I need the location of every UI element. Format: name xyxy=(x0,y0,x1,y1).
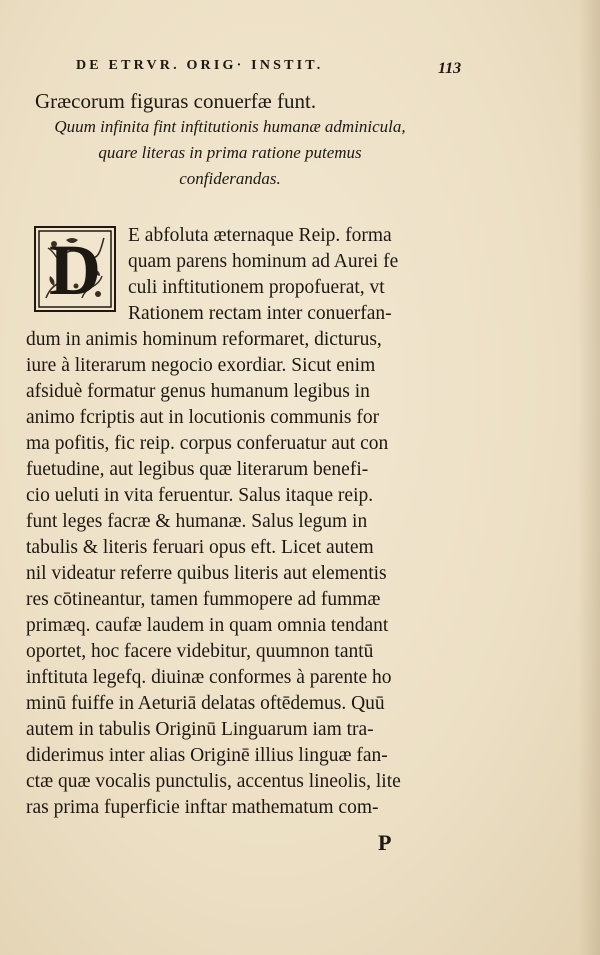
text-line: autem in tabulis Originū Linguarum iam tra- xyxy=(26,719,374,740)
text-line: primæq. caufæ laudem in quam omnia tendant xyxy=(26,615,389,636)
initial-letter: D xyxy=(49,230,101,310)
text-line: inftituta legefq. diuinæ conformes à parente ho xyxy=(26,667,392,688)
heading-line: confiderandas. xyxy=(179,169,281,188)
text-line: quam parens hominum ad Aurei fe xyxy=(128,251,399,272)
running-head: DE ETRVR. ORIG· INSTIT. xyxy=(76,58,324,73)
text-line: oportet, hoc facere videbitur, quumnon tantū xyxy=(26,641,374,662)
text-line: E abfoluta æternaque Reip. forma xyxy=(128,225,392,246)
text-line: funt leges facræ & humanæ. Salus legum in xyxy=(26,511,368,532)
text-line: cio ueluti in vita feruentur. Salus itaque reip. xyxy=(26,485,374,506)
text-line: tabulis & literis feruari opus eft. Licet autem xyxy=(26,537,374,558)
opening-line: Græcorum figuras conuerfæ funt. xyxy=(35,89,317,113)
page-number: 113 xyxy=(438,60,462,77)
text-line: fuetudine, aut legibus quæ literarum benefi- xyxy=(26,459,369,480)
text-line: diderimus inter alias Originē illius linguæ fan- xyxy=(26,745,388,766)
text-line: nil videatur referre quibus literis aut elementis xyxy=(26,563,387,584)
text-line: ctæ quæ vocalis punctulis, accentus lineolis, lite xyxy=(26,771,401,792)
section-heading xyxy=(30,114,430,192)
heading-line: Quum infinita fint inftitutionis humanæ adminicula, xyxy=(54,117,406,136)
heading-line: quare literas in prima ratione putemus xyxy=(98,143,362,162)
text-line: minū fuiffe in Aeturiā delatas oftēdemus. Quū xyxy=(26,693,385,714)
text-line: culi inftitutionem propofuerat, vt xyxy=(128,277,385,298)
text-line: ma pofitis, fic reip. corpus conferuatur aut con xyxy=(26,433,389,454)
text-line: res cōtineantur, tamen fummopere ad fummæ xyxy=(26,589,381,610)
page-edge-shadow xyxy=(578,0,600,955)
text-line: iure à literarum negocio exordiar. Sicut enim xyxy=(26,355,376,376)
decorated-initial xyxy=(34,226,116,312)
text-line: Rationem rectam inter conuerfan- xyxy=(128,303,392,324)
catchword: P xyxy=(378,830,392,855)
text-line: afsiduè formatur genus humanum legibus in xyxy=(26,381,370,402)
text-line: animo fcriptis aut in locutionis communis for xyxy=(26,407,380,428)
text-line: ras prima fuperficie inftar mathematum com- xyxy=(26,797,379,818)
text-line: dum in animis hominum reformaret, dicturus, xyxy=(26,329,382,350)
